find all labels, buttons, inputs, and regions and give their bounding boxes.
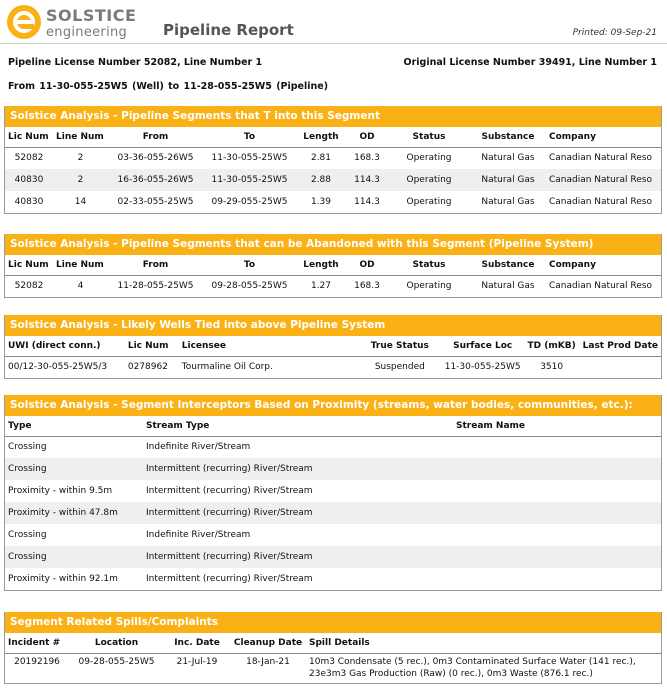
cell: 11-30-055-25W5 [211, 153, 288, 164]
page-title: Pipeline Report [163, 21, 294, 39]
cell: 168.3 [354, 153, 380, 164]
cell [453, 502, 661, 524]
cell: Operating [406, 153, 452, 164]
cell: 00/12-30-055-25W5/3 [8, 362, 108, 373]
cell: Canadian Natural Reso [549, 197, 652, 207]
cell: 1.27 [310, 281, 332, 292]
cell: Natural Gas [481, 281, 535, 292]
cell: 2 [77, 153, 84, 164]
cell: 1.39 [310, 197, 332, 207]
cell: Intermittent (recurring) River/Stream [146, 574, 313, 584]
col-header: Licensee [179, 336, 358, 356]
col-header: True Status [358, 336, 442, 356]
section-title: Segment Related Spills/Complaints [5, 612, 661, 633]
cell: Natural Gas [481, 197, 535, 207]
cell: 03-36-055-26W5 [117, 153, 194, 164]
section-title: Solstice Analysis - Likely Wells Tied into above Pipeline System [5, 315, 661, 336]
cell: 14 [74, 197, 87, 207]
cell: 52082 [14, 281, 44, 292]
cell: Operating [388, 169, 470, 191]
table-row [5, 568, 661, 590]
original-license: Original License Number 39491, Line Number 1 [403, 57, 657, 68]
col-header: Lic Num [5, 127, 53, 147]
cell [453, 568, 661, 590]
col-header: Status [388, 127, 470, 147]
table-row [5, 458, 661, 480]
section-interceptors [4, 395, 662, 591]
cell: Proximity - within 92.1m [8, 574, 118, 584]
cell: Crossing [8, 442, 47, 453]
table-row [5, 480, 661, 502]
col-header: Stream Name [453, 416, 661, 436]
col-header: Spill Details [306, 633, 661, 653]
section-title: Solstice Analysis - Segment Interceptors Based on Proximity (streams, water bodies, communities, etc.): [5, 395, 661, 416]
cell: 18-Jan-21 [246, 656, 290, 667]
col-header: Line Num [53, 127, 108, 147]
col-header: Length [296, 127, 346, 147]
section-spills [4, 612, 662, 684]
table-row [5, 275, 661, 297]
cell: 0278962 [127, 362, 168, 373]
solstice-logo-icon [6, 4, 42, 40]
section-title: Solstice Analysis - Pipeline Segments that T into this Segment [5, 106, 661, 127]
cell [453, 458, 661, 480]
cell: Operating [406, 197, 452, 207]
col-header: Location [69, 633, 164, 653]
col-header: Substance [470, 255, 546, 275]
col-header: Type [5, 416, 143, 436]
cell: 11-30-055-25W5 [203, 169, 296, 191]
cell: 21-Jul-19 [176, 656, 218, 667]
col-header: OD [346, 255, 388, 275]
col-header: Company [546, 127, 661, 147]
abandon-table [5, 255, 661, 297]
cell [580, 356, 661, 378]
cell [453, 436, 661, 458]
section-wells [4, 315, 662, 379]
t-into-table [5, 127, 661, 213]
col-header: Cleanup Date [230, 633, 306, 653]
col-header: Lic Num [125, 336, 179, 356]
col-header: Surface Loc [442, 336, 524, 356]
cell: Intermittent (recurring) River/Stream [143, 546, 453, 568]
cell: Operating [406, 281, 452, 292]
col-header: Company [546, 255, 661, 275]
col-header: To [203, 255, 296, 275]
cell: 20192196 [14, 656, 60, 667]
cell: 114.3 [346, 169, 388, 191]
from-to-line: From 11-30-055-25W5 (Well) to 11-28-055-25W5 (Pipeline) [8, 81, 329, 92]
col-header: Stream Type [143, 416, 453, 436]
section-t-into [4, 106, 662, 214]
spills-table [5, 633, 661, 683]
col-header: Incident # [5, 633, 69, 653]
col-header: UWI (direct conn.) [5, 336, 125, 356]
brand-name: SOLSTICE [46, 6, 137, 25]
col-header: Substance [470, 127, 546, 147]
cell: 09-28-055-25W5 [211, 281, 288, 292]
cell: Proximity - within 47.8m [5, 502, 143, 524]
report-header [0, 0, 667, 44]
col-header: Last Prod Date [580, 336, 661, 356]
cell: 11-30-055-25W5 [444, 362, 521, 373]
table-row [5, 524, 661, 546]
col-header: From [108, 127, 203, 147]
table-row [5, 169, 661, 191]
cell: 10m3 Condensate (5 rec.), 0m3 Contaminated Surface Water (141 rec.), 23e3m3 Gas Production (Raw) (0 rec.), 0m3 Waste (876.1 rec.) [309, 656, 636, 679]
table-header-row [5, 416, 661, 436]
cell: Canadian Natural Reso [546, 169, 661, 191]
interceptors-table [5, 416, 661, 590]
cell: 09-28-055-25W5 [78, 656, 155, 667]
cell: Natural Gas [481, 153, 535, 164]
cell: 3510 [540, 362, 564, 373]
col-header: Inc. Date [164, 633, 230, 653]
col-header: Line Num [53, 255, 108, 275]
cell: 02-33-055-25W5 [117, 197, 194, 207]
col-header: Status [388, 255, 470, 275]
table-header-row [5, 336, 661, 356]
cell: 4 [77, 281, 84, 292]
col-header: From [108, 255, 203, 275]
cell: Proximity - within 9.5m [8, 486, 113, 496]
cell: Indefinite River/Stream [146, 530, 251, 540]
cell: Tourmaline Oil Corp. [181, 362, 273, 373]
table-row [5, 191, 661, 213]
pipeline-license: Pipeline License Number 52082, Line Number 1 [8, 57, 263, 68]
cell: Crossing [8, 530, 47, 540]
wells-table [5, 336, 661, 378]
cell: 2.88 [296, 169, 346, 191]
cell [453, 546, 661, 568]
section-title: Solstice Analysis - Pipeline Segments that can be Abandoned with this Segment (Pipeline System) [5, 234, 661, 255]
cell: 09-29-055-25W5 [211, 197, 288, 207]
cell: Natural Gas [470, 169, 546, 191]
cell: Crossing [5, 546, 143, 568]
cell [453, 480, 661, 502]
cell: 40830 [14, 197, 44, 207]
table-header-row [5, 255, 661, 275]
brand-subtitle: engineering [46, 25, 128, 40]
cell: Crossing [5, 458, 143, 480]
cell: Indefinite River/Stream [146, 442, 251, 453]
cell: 11-28-055-25W5 [117, 281, 194, 292]
cell: 2.81 [310, 153, 332, 164]
cell: Intermittent (recurring) River/Stream [146, 486, 313, 496]
col-header: TD (mKB) [524, 336, 580, 356]
cell: 114.3 [354, 197, 380, 207]
cell: 168.3 [354, 281, 380, 292]
col-header: To [203, 127, 296, 147]
cell [453, 524, 661, 546]
cell: Canadian Natural Reso [549, 281, 652, 292]
col-header: Lic Num [5, 255, 53, 275]
table-row [5, 436, 661, 458]
printed-date: Printed: 09-Sep-21 [572, 28, 657, 38]
table-row [5, 502, 661, 524]
cell: Intermittent (recurring) River/Stream [143, 502, 453, 524]
cell: Suspended [374, 362, 425, 373]
table-header-row [5, 127, 661, 147]
col-header: Length [296, 255, 346, 275]
cell: Canadian Natural Reso [549, 153, 652, 164]
section-abandon [4, 234, 662, 298]
table-row [5, 356, 661, 378]
cell: Intermittent (recurring) River/Stream [143, 458, 453, 480]
table-header-row [5, 633, 661, 653]
cell: 52082 [14, 153, 44, 164]
cell: 16-36-055-26W5 [108, 169, 203, 191]
cell: 40830 [5, 169, 53, 191]
table-row [5, 653, 661, 683]
table-row [5, 147, 661, 169]
cell: 2 [53, 169, 108, 191]
col-header: OD [346, 127, 388, 147]
table-row [5, 546, 661, 568]
